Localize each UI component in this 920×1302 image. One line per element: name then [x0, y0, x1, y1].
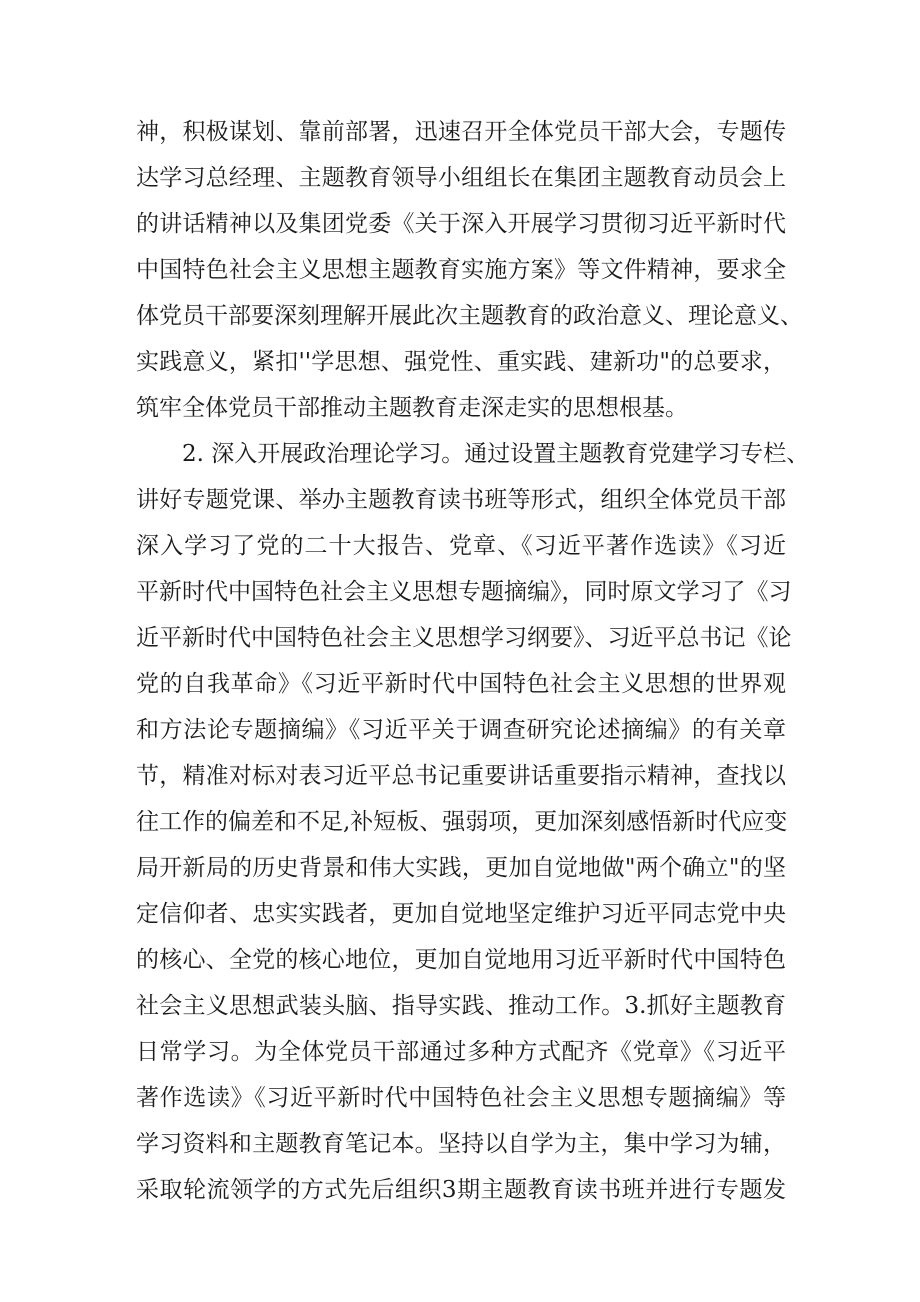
text-line: 近平新时代中国特色社会主义思想学习纲要》、习近平总书记《论 [136, 625, 792, 651]
text-line: 日常学习。为全体党员干部通过多种方式配齐《党章》《习近平 [136, 1039, 786, 1065]
text-line: 采取轮流领学的方式先后组织3期主题教育读书班并进行专题发 [136, 1177, 786, 1203]
text-line: 的讲话精神以及集团党委《关于深入开展学习贯彻习近平新时代 [136, 211, 786, 237]
text-line: 讲好专题党课、举办主题教育读书班等形式，组织全体党员干部 [136, 487, 786, 513]
text-line: 2. 深入开展政治理论学习。通过设置主题教育党建学习专栏、 [182, 441, 810, 467]
text-line: 往工作的偏差和不足,补短板、强弱项，更加深刻感悟新时代应变 [136, 809, 788, 835]
text-line: 平新时代中国特色社会主义思想专题摘编》，同时原文学习了《习 [136, 579, 792, 605]
text-line: 节，精准对标对表习近平总书记重要讲话重要指示精神，查找以 [136, 763, 786, 789]
text-line: 实践意义，紧扣''学思想、强党性、重实践、建新功"的总要求， [136, 349, 786, 375]
text-line: 和方法论专题摘编》《习近平关于调查研究论述摘编》的有关章 [136, 717, 786, 743]
text-line: 达学习总经理、主题教育领导小组组长在集团主题教育动员会上 [136, 165, 786, 191]
text-line: 神，积极谋划、靠前部署，迅速召开全体党员干部大会，专题传 [136, 119, 786, 145]
text-line: 中国特色社会主义思想主题教育实施方案》等文件精神，要求全 [136, 257, 786, 283]
text-line: 党的自我革命》《习近平新时代中国特色社会主义思想的世界观 [136, 671, 786, 697]
text-line: 深入学习了党的二十大报告、党章、《习近平著作选读》《习近 [136, 533, 786, 559]
text-line: 社会主义思想武装头脑、指导实践、推动工作。3.抓好主题教育 [136, 993, 786, 1019]
text-line: 的核心、全党的核心地位，更加自觉地用习近平新时代中国特色 [136, 947, 786, 973]
text-line: 筑牢全体党员干部推动主题教育走深走实的思想根基。 [136, 395, 688, 421]
text-line: 著作选读》《习近平新时代中国特色社会主义思想专题摘编》等 [136, 1085, 786, 1111]
text-line: 定信仰者、忠实实践者，更加自觉地坚定维护习近平同志党中央 [136, 901, 786, 927]
text-line: 体党员干部要深刻理解开展此次主题教育的政治意义、理论意义、 [136, 303, 803, 329]
text-line: 学习资料和主题教育笔记本。坚持以自学为主，集中学习为辅， [136, 1131, 786, 1157]
text-line: 局开新局的历史背景和伟大实践，更加自觉地做"两个确立"的坚 [136, 855, 786, 881]
